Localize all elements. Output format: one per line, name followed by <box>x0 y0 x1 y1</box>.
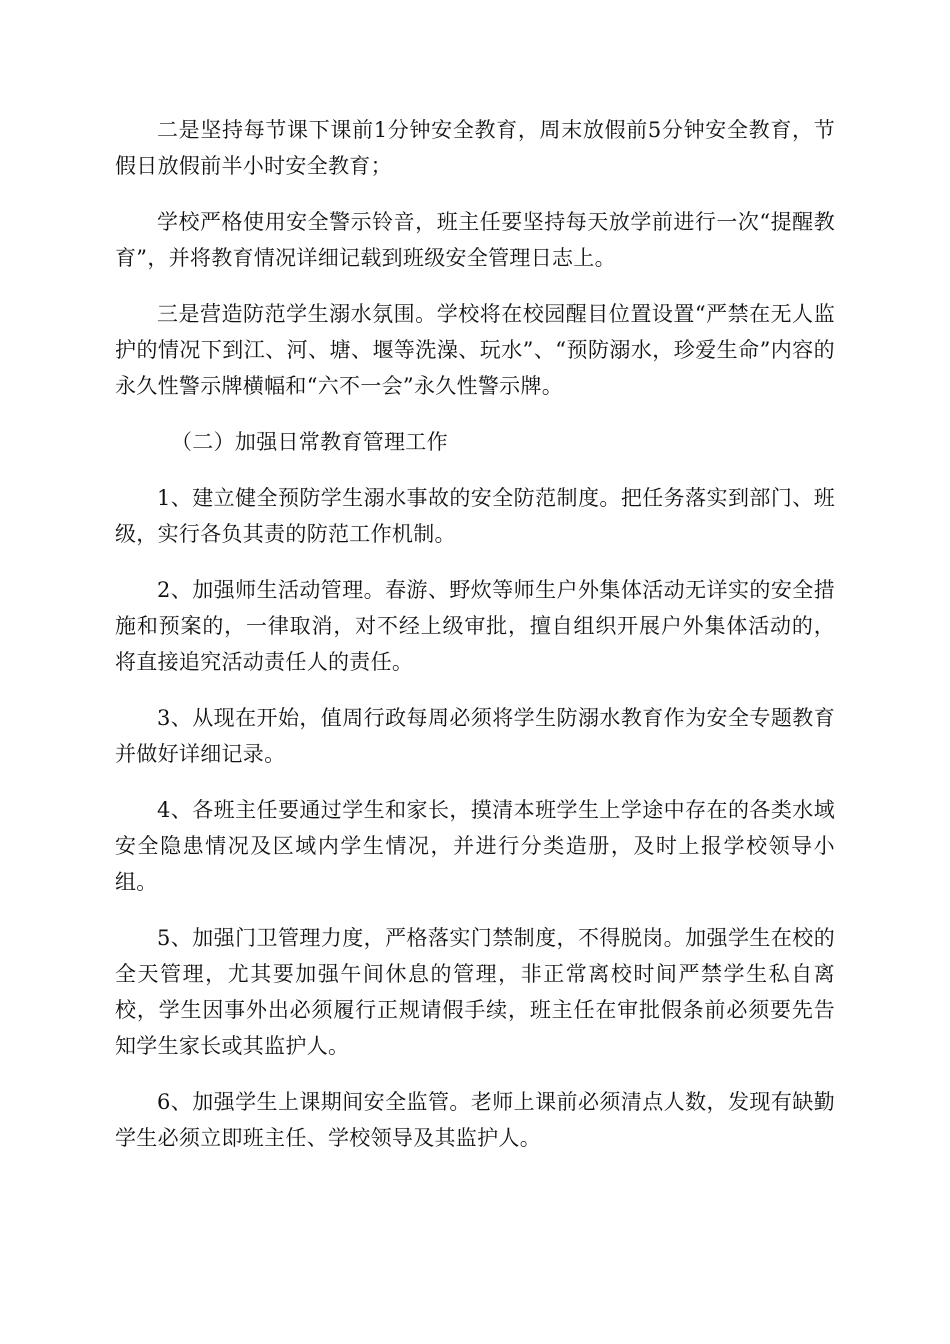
paragraph-item-4: 4、各班主任要通过学生和家长，摸清本班学生上学途中存在的各类水域安全隐患情况及区域内学生情况，并进行分类造册，及时上报学校领导小组。 <box>115 798 835 894</box>
paragraph-item-2: 2、加强师生活动管理。春游、野炊等师生户外集体活动无详实的安全措施和预案的，一律取消，对不经上级审批，擅自组织开展户外集体活动的，将直接追究活动责任人的责任。 <box>115 578 835 674</box>
paragraph-item-5: 5、加强门卫管理力度，严格落实门禁制度，不得脱岗。加强学生在校的全天管理，尤其要加强午间休息的管理，非正常离校时间严禁学生私自离校，学生因事外出必须履行正规请假手续，班主任在审批假条前必须要先告知学生家长或其监护人。 <box>115 926 835 1058</box>
paragraph-item-3: 3、从现在开始，值周行政每周必须将学生防溺水教育作为安全专题教育并做好详细记录。 <box>115 706 835 766</box>
paragraph-safety-education-timing: 二是坚持每节课下课前1分钟安全教育，周末放假前5分钟安全教育，节假日放假前半小时安全教育； <box>115 118 835 178</box>
paragraph-anti-drowning-atmosphere: 三是营造防范学生溺水氛围。学校将在校园醒目位置设置“严禁在无人监护的情况下到江、河、塘、堰等洗澡、玩水”、“预防溺水，珍爱生命”内容的永久性警示牌横幅和“六不一会”永久性警示牌。 <box>115 302 835 398</box>
paragraph-item-1: 1、建立健全预防学生溺水事故的安全防范制度。把任务落实到部门、班级，实行各负其责的防范工作机制。 <box>115 486 835 546</box>
section-heading: （二）加强日常教育管理工作 <box>171 430 448 454</box>
paragraph-warning-bell: 学校严格使用安全警示铃音，班主任要坚持每天放学前进行一次“提醒教育”，并将教育情况详细记载到班级安全管理日志上。 <box>115 210 835 270</box>
paragraph-item-6: 6、加强学生上课期间安全监管。老师上课前必须清点人数，发现有缺勤学生必须立即班主任、学校领导及其监护人。 <box>115 1090 835 1150</box>
